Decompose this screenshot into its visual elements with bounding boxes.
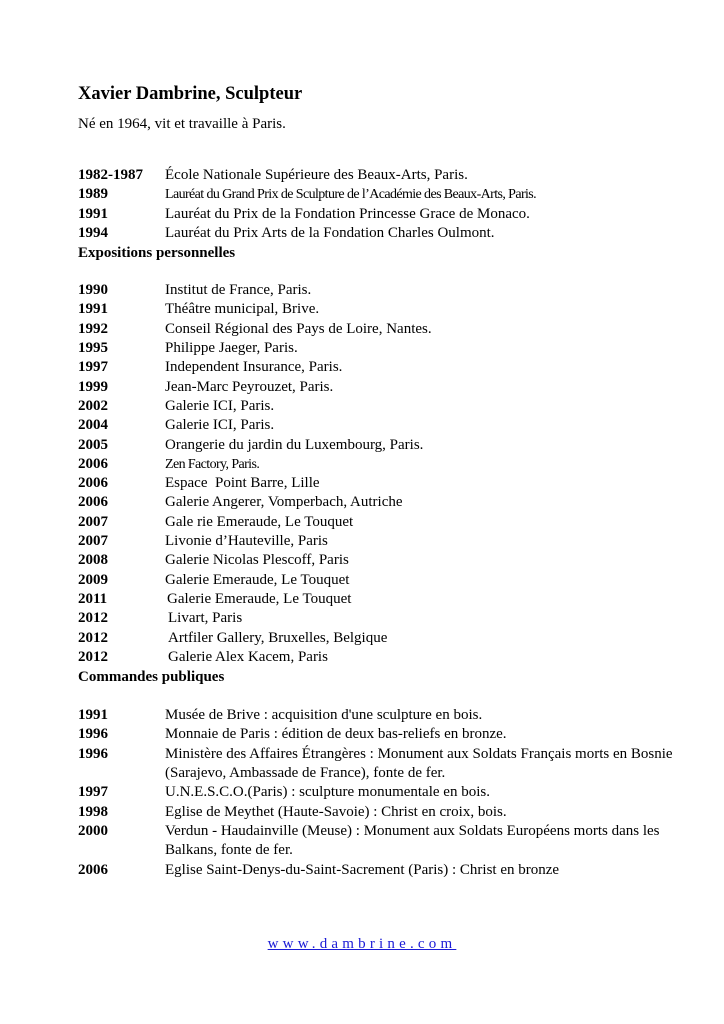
list-item-text: U.N.E.S.C.O.(Paris) : sculpture monumentale en bois. — [165, 784, 490, 801]
section-heading-expositions: Expositions personnelles — [78, 245, 236, 262]
list-item-text: Conseil Régional des Pays de Loire, Nantes. — [165, 320, 432, 337]
list-item-year: 2006 — [78, 475, 108, 492]
list-item — [78, 397, 678, 416]
list-item-year: 1996 — [78, 745, 108, 762]
list-item-year: 1990 — [78, 282, 108, 299]
list-item-year: 1994 — [78, 224, 108, 241]
list-item-year: 2012 — [78, 648, 108, 665]
list-item — [78, 609, 678, 628]
list-item-text: École Nationale Supérieure des Beaux-Arts, Paris. — [165, 167, 468, 183]
list-item-text: Monnaie de Paris : édition de deux bas-reliefs en bronze. — [165, 726, 507, 743]
list-item — [78, 822, 678, 861]
list-item-year: 1997 — [78, 359, 108, 376]
list-item — [78, 725, 678, 744]
list-item-text: Théâtre municipal, Brive. — [165, 301, 320, 318]
expositions-list — [78, 281, 678, 667]
list-item-year: 1997 — [78, 784, 108, 801]
list-item — [78, 339, 678, 358]
list-item — [78, 358, 678, 377]
cv-page — [78, 82, 678, 880]
list-item — [78, 205, 678, 224]
list-item-year: 1991 — [78, 707, 108, 724]
education-list — [78, 166, 678, 243]
list-item-text: Independent Insurance, Paris. — [165, 359, 343, 376]
list-item-year: 1991 — [78, 205, 108, 222]
list-item-text: Gale rie Emeraude, Le Touquet — [165, 513, 354, 530]
list-item-text: Lauréat du Prix de la Fondation Princesse Grace de Monaco. — [165, 205, 530, 222]
list-item-year: 2006 — [78, 455, 108, 472]
list-item — [78, 493, 678, 512]
list-item — [78, 648, 678, 667]
list-item-year: 1996 — [78, 726, 108, 743]
list-item — [78, 629, 678, 648]
list-item-year: 1998 — [78, 803, 108, 820]
list-item — [78, 320, 678, 339]
page-title: Xavier Dambrine, Sculpteur — [78, 84, 303, 104]
list-item-text: Galerie Nicolas Plescoff, Paris — [165, 552, 349, 569]
list-item-text: Lauréat du Prix Arts de la Fondation Charles Oulmont. — [165, 224, 495, 241]
list-item — [78, 455, 678, 474]
list-item-text: Galerie Alex Kacem, Paris — [168, 648, 328, 665]
list-item-text: Galerie ICI, Paris. — [165, 397, 275, 414]
list-item-text: Artfiler Gallery, Bruxelles, Belgique — [168, 629, 388, 646]
list-item — [78, 166, 678, 185]
list-item-text: Galerie Angerer, Vomperbach, Autriche — [165, 494, 403, 511]
list-item — [78, 416, 678, 435]
list-item-year: 2011 — [78, 590, 108, 607]
list-item-text: Orangerie du jardin du Luxembourg, Paris. — [165, 436, 424, 453]
list-item-year: 2012 — [78, 610, 108, 627]
list-item-year: 2004 — [78, 417, 108, 434]
list-item — [78, 551, 678, 570]
list-item-text: Ministère des Affaires Étrangères : Monument aux Soldats Français morts en Bosnie (Sarajevo, Ambassade de France), fonte de fer. — [165, 745, 673, 782]
list-item-text: Jean-Marc Peyrouzet, Paris. — [165, 378, 334, 395]
list-item-text: Zen Factory, Paris. — [165, 456, 260, 472]
list-item-text: Lauréat du Grand Prix de Sculpture de l’Académie des Beaux-Arts, Paris. — [165, 187, 537, 203]
list-item — [78, 590, 678, 609]
list-item — [78, 513, 678, 532]
commandes-list — [78, 706, 678, 880]
list-item — [78, 571, 678, 590]
list-item-text: Verdun - Haudainville (Meuse) : Monument aux Soldats Européens morts dans les Balkans, fonte de fer. — [165, 822, 660, 859]
list-item-year: 1995 — [78, 340, 108, 357]
list-item-year: 2006 — [78, 494, 108, 511]
list-item-text: Eglise Saint-Denys-du-Saint-Sacrement (Paris) : Christ en bronze — [165, 861, 560, 878]
list-item — [78, 745, 678, 784]
list-item — [78, 436, 678, 455]
list-item-text: Galerie Emeraude, Le Touquet — [167, 590, 352, 607]
list-item-year: 2009 — [78, 571, 108, 588]
list-item — [78, 224, 678, 243]
list-item-year: 2008 — [78, 552, 108, 569]
page-subtitle: Né en 1964, vit et travaille à Paris. — [78, 116, 286, 132]
list-item-text: Musée de Brive : acquisition d'une sculpture en bois. — [165, 707, 483, 724]
section-heading-commandes: Commandes publiques — [78, 669, 225, 686]
list-item — [78, 378, 678, 397]
list-item-year: 2006 — [78, 861, 108, 878]
list-item-text: Institut de France, Paris. — [165, 282, 312, 299]
list-item-year: 1999 — [78, 378, 108, 395]
list-item — [78, 706, 678, 725]
list-item — [78, 474, 678, 493]
list-item-year: 2005 — [78, 436, 108, 453]
list-item-text: Galerie ICI, Paris. — [165, 417, 275, 434]
list-item-text: Galerie Emeraude, Le Touquet — [165, 571, 350, 588]
list-item-year: 2012 — [78, 629, 108, 646]
list-item — [78, 803, 678, 822]
list-item — [78, 783, 678, 802]
list-item-year: 1989 — [78, 186, 108, 203]
list-item-text: Philippe Jaeger, Paris. — [165, 340, 298, 357]
list-item-year: 1992 — [78, 320, 108, 337]
list-item-year: 1991 — [78, 301, 108, 318]
list-item-text: Livonie d’Hauteville, Paris — [165, 533, 328, 550]
footer — [0, 934, 724, 954]
list-item-year: 2000 — [78, 822, 108, 839]
list-item — [78, 185, 678, 204]
list-item-text: Eglise de Meythet (Haute-Savoie) : Christ en croix, bois. — [165, 803, 507, 820]
list-item-text: Espace Point Barre, Lille — [165, 475, 320, 492]
list-item-text: Livart, Paris — [168, 610, 243, 627]
list-item — [78, 861, 678, 880]
list-item — [78, 300, 678, 319]
list-item-year: 2007 — [78, 513, 108, 530]
list-item-year: 1982-1987 — [78, 167, 143, 183]
list-item — [78, 532, 678, 551]
list-item — [78, 281, 678, 300]
list-item-year: 2002 — [78, 397, 108, 414]
website-link[interactable]: www.dambrine.com — [267, 936, 457, 952]
list-item-year: 2007 — [78, 533, 108, 550]
